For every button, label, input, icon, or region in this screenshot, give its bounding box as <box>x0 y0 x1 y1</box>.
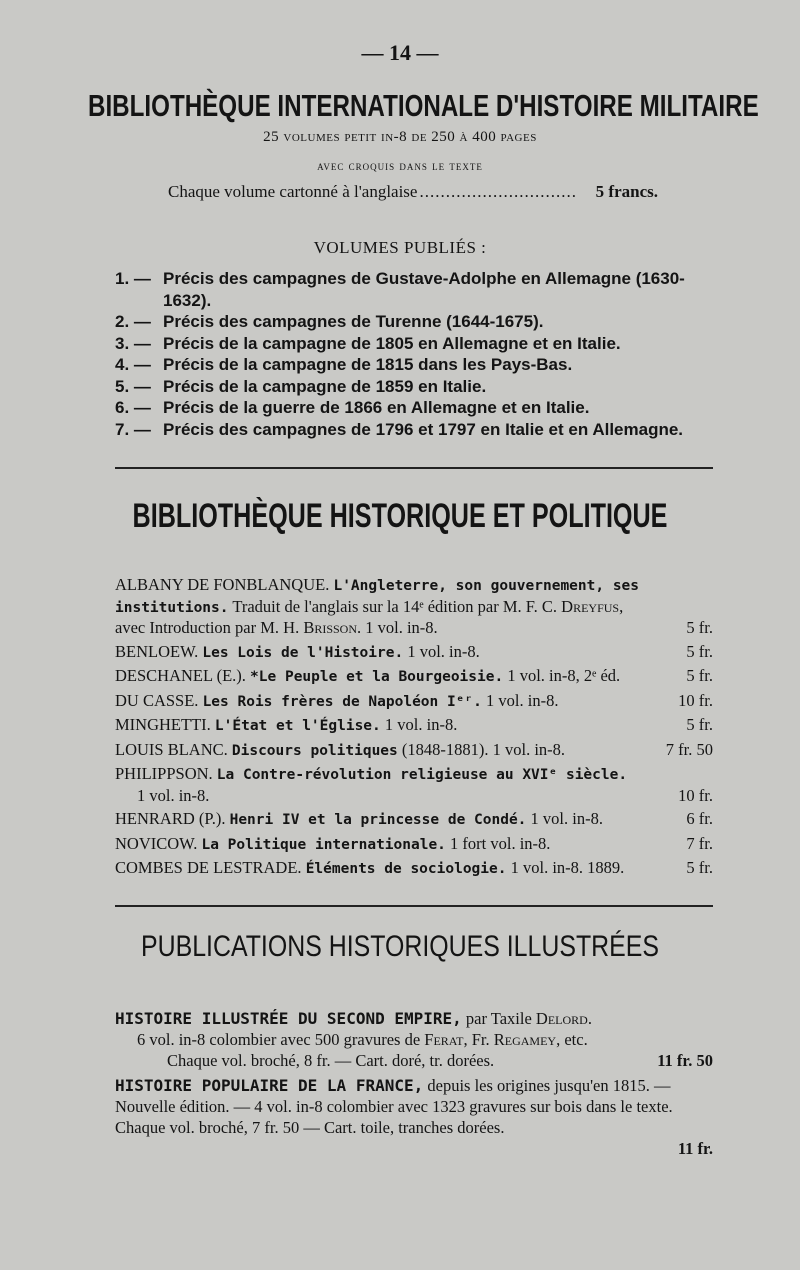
catalog-entries <box>115 575 713 883</box>
section-divider <box>115 467 713 469</box>
catalog-entry: LOUIS BLANC. Discours politiques (1848-1881). 1 vol. in-8. 7 fr. 50 <box>115 740 713 762</box>
volumes-heading: VOLUMES PUBLIÉS : <box>313 238 487 257</box>
entry-price: 10 fr. <box>678 785 713 805</box>
list-item: 4. — Précis de la campagne de 1815 dans les Pays-Bas. <box>115 355 573 374</box>
entry-price: 7 fr. <box>686 833 713 853</box>
catalog-entry: ALBANY DE FONBLANQUE. L'Angleterre, son gouvernement, ses institutions. Traduit de l'anglais sur la 14ᵉ édition par M. F. C. Dreyfus, avec Introduction par M. H. Brisson. 1 vol. in-8. 5 fr. <box>115 575 713 637</box>
series-subdescription: avec croquis dans le texte <box>317 158 483 173</box>
entry-price: 5 fr. <box>686 666 713 685</box>
entry-price: 5 fr. <box>686 858 713 877</box>
publication-price: 11 fr. 50 <box>657 1051 713 1070</box>
volumes-list <box>115 268 715 440</box>
list-item: 6. — Précis de la guerre de 1866 en Allemagne et en Italie. <box>115 398 590 417</box>
publication-price: 11 fr. <box>677 1139 713 1158</box>
catalog-entry: DESCHANEL (E.). *Le Peuple et la Bourgeoisie. 1 vol. in-8, 2ᵉ éd. 5 fr. <box>115 666 713 688</box>
price-label: Chaque volume cartonné à l'anglaise <box>168 182 418 201</box>
catalog-entry: DU CASSE. Les Rois frères de Napoléon Iᵉʳ. 1 vol. in-8. 10 fr. <box>115 691 713 713</box>
entry-author: ALBANY DE FONBLANQUE. <box>115 575 330 594</box>
entry-price: 10 fr. <box>678 690 713 710</box>
page-number: — 14 — <box>361 40 439 65</box>
illustrated-publications <box>115 1008 713 1163</box>
series-price-line <box>168 182 658 202</box>
catalog-entry: COMBES DE LESTRADE. Éléments de sociologie. 1 vol. in-8. 1889. 5 fr. <box>115 858 713 880</box>
entry-title: L'Angleterre, son gouvernement, ses institutions. <box>115 578 640 616</box>
list-item: 7. — Précis des campagnes de 1796 et 1797 en Italie et en Allemagne. <box>115 419 684 439</box>
section-title-politics: BIBLIOTHÈQUE HISTORIQUE ET POLITIQUE <box>132 497 668 535</box>
publication-title: HISTOIRE POPULAIRE DE LA FRANCE, <box>115 1076 424 1095</box>
section-divider <box>115 905 713 907</box>
catalog-entry: HENRARD (P.). Henri IV et la princesse de Condé. 1 vol. in-8. 6 fr. <box>115 809 713 831</box>
catalog-entry: BENLOEW. Les Lois de l'Histoire. 1 vol. in-8. 5 fr. <box>115 642 713 664</box>
entry-price: 7 fr. 50 <box>665 739 713 759</box>
list-item: 2. — Précis des campagnes de Turenne (1644-1675). <box>115 312 544 331</box>
section-title-illustrated: PUBLICATIONS HISTORIQUES ILLUSTRÉES <box>141 930 659 963</box>
entry-price: 5 fr. <box>686 641 713 661</box>
price-value: 5 francs. <box>595 182 658 201</box>
section-title-military: BIBLIOTHÈQUE INTERNATIONALE D'HISTOIRE MILITAIRE <box>88 88 759 123</box>
publication-title: HISTOIRE ILLUSTRÉE DU SECOND EMPIRE, <box>115 1009 462 1028</box>
list-item: 1. — Précis des campagnes de Gustave-Adolphe en Allemagne (1630-1632). <box>115 269 685 310</box>
price-leader-dots <box>417 182 575 202</box>
entry-price: 6 fr. <box>686 809 713 828</box>
publication-entry: HISTOIRE ILLUSTRÉE DU SECOND EMPIRE, par Taxile Delord. 6 vol. in-8 colombier avec 500 gravures de Ferat, Fr. Regamey, etc. Chaque vol. broché, 8 fr. — Cart. doré, tr. dorées. 11 fr. 50 <box>115 1009 713 1070</box>
catalog-entry: MINGHETTI. L'État et l'Église. 1 vol. in-8. 5 fr. <box>115 715 713 737</box>
entry-price: 5 fr. <box>686 618 713 637</box>
series-description: 25 volumes petit in-8 de 250 à 400 pages <box>263 129 537 145</box>
list-item: 5. — Précis de la campagne de 1859 en Italie. <box>115 376 487 396</box>
publication-entry: HISTOIRE POPULAIRE DE LA FRANCE, depuis les origines jusqu'en 1815. — Nouvelle édition. — 4 vol. in-8 colombier avec 1323 gravures sur bois dans le texte. Chaque vol. broché, 7 fr. 50 — Cart. toile, tranches dorées. 11 fr. <box>115 1076 713 1158</box>
entry-price: 5 fr. <box>686 715 713 734</box>
list-item: 3. — Précis de la campagne de 1805 en Allemagne et en Italie. <box>115 333 621 353</box>
catalog-entry: PHILIPPSON. La Contre-révolution religieuse au XVIᵉ siècle. 1 vol. in-8. 10 fr. <box>115 764 713 805</box>
catalog-entry: NOVICOW. La Politique internationale. 1 fort vol. in-8. 7 fr. <box>115 834 713 856</box>
